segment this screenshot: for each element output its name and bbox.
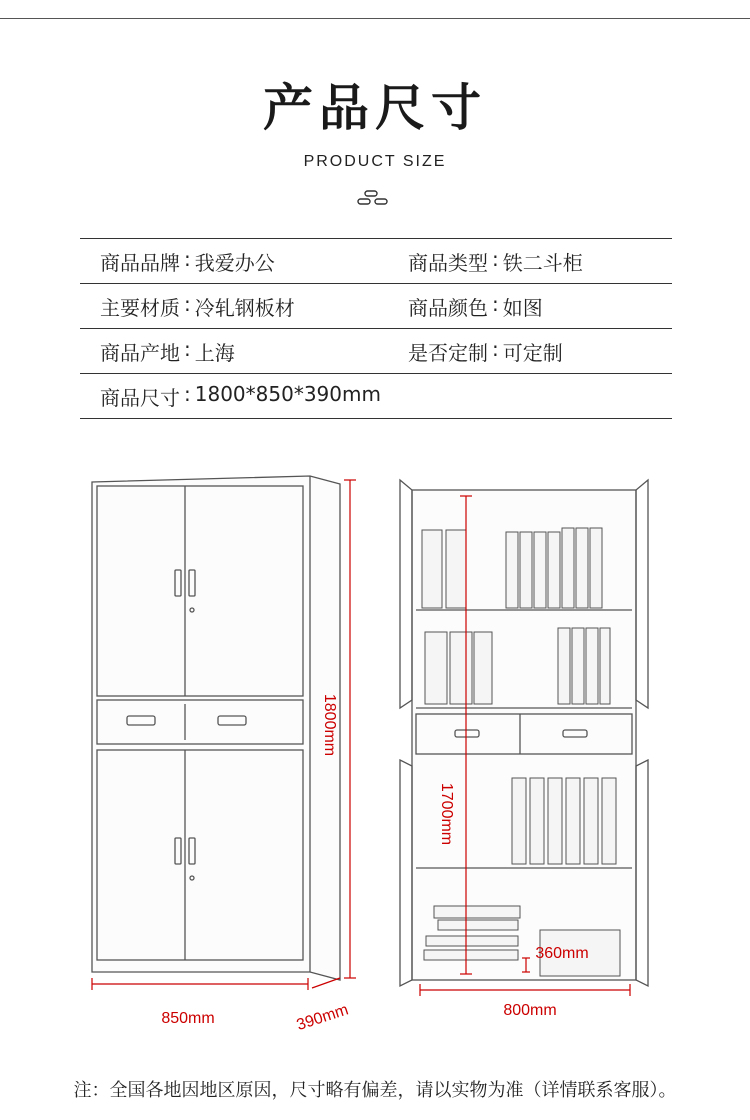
spec-value: 铁二斗柜: [502, 250, 583, 275]
spec-value: 上海: [194, 340, 235, 365]
spec-label: 商品类型: [408, 250, 488, 275]
width-outer-label: 850mm: [161, 1010, 215, 1027]
spec-value: 可定制: [502, 340, 563, 365]
spec-cell-size: [80, 382, 660, 411]
spec-label: 主要材质: [100, 295, 180, 320]
page-title: 产品尺寸: [263, 79, 487, 137]
spec-label: 商品品牌: [100, 250, 180, 275]
height-outer-label: 1800mm: [321, 693, 338, 757]
depth-outer-label: 390mm: [294, 1001, 351, 1035]
spec-value: 1800*850*390mm: [194, 381, 381, 406]
spec-separator: :: [492, 336, 499, 361]
spec-table: [80, 238, 672, 419]
footnote: 注：全国各地因地区原因，尺寸略有偏差，请以实物为准（详情联系客服）。: [73, 1080, 677, 1101]
spec-separator: :: [184, 246, 191, 271]
spec-separator: :: [184, 381, 191, 406]
spec-label: 商品颜色: [408, 295, 488, 320]
spec-label: 商品产地: [100, 340, 180, 365]
decoration-icon: [355, 188, 395, 208]
closed-cabinet: [92, 476, 340, 980]
spec-row: [80, 373, 672, 419]
spec-row: [80, 328, 672, 373]
spec-cell-type: [408, 247, 672, 276]
spec-cell-color: [408, 292, 672, 321]
width-inner-label: 800mm: [503, 1002, 557, 1019]
spec-cell-origin: [80, 337, 408, 366]
spec-label: 商品尺寸: [100, 385, 180, 410]
spec-separator: :: [492, 246, 499, 271]
spec-separator: :: [492, 291, 499, 316]
height-inner-label: 1700mm: [438, 782, 455, 846]
spec-cell-brand: [80, 247, 408, 276]
spec-label: 是否定制: [408, 340, 488, 365]
spec-row: [80, 283, 672, 328]
top-rule: [0, 18, 750, 19]
spec-cell-material: [80, 292, 408, 321]
spec-value: 如图: [502, 295, 543, 320]
depth-inner-label: 360mm: [535, 945, 589, 962]
page-subtitle: PRODUCT SIZE: [303, 153, 447, 170]
spec-separator: :: [184, 291, 191, 316]
spec-value: 冷轧钢板材: [194, 295, 295, 320]
spec-value: 我爱办公: [194, 250, 275, 275]
spec-cell-custom: [408, 337, 672, 366]
spec-separator: :: [184, 336, 191, 361]
cabinet-diagram: [0, 460, 750, 1060]
spec-row: [80, 238, 672, 283]
